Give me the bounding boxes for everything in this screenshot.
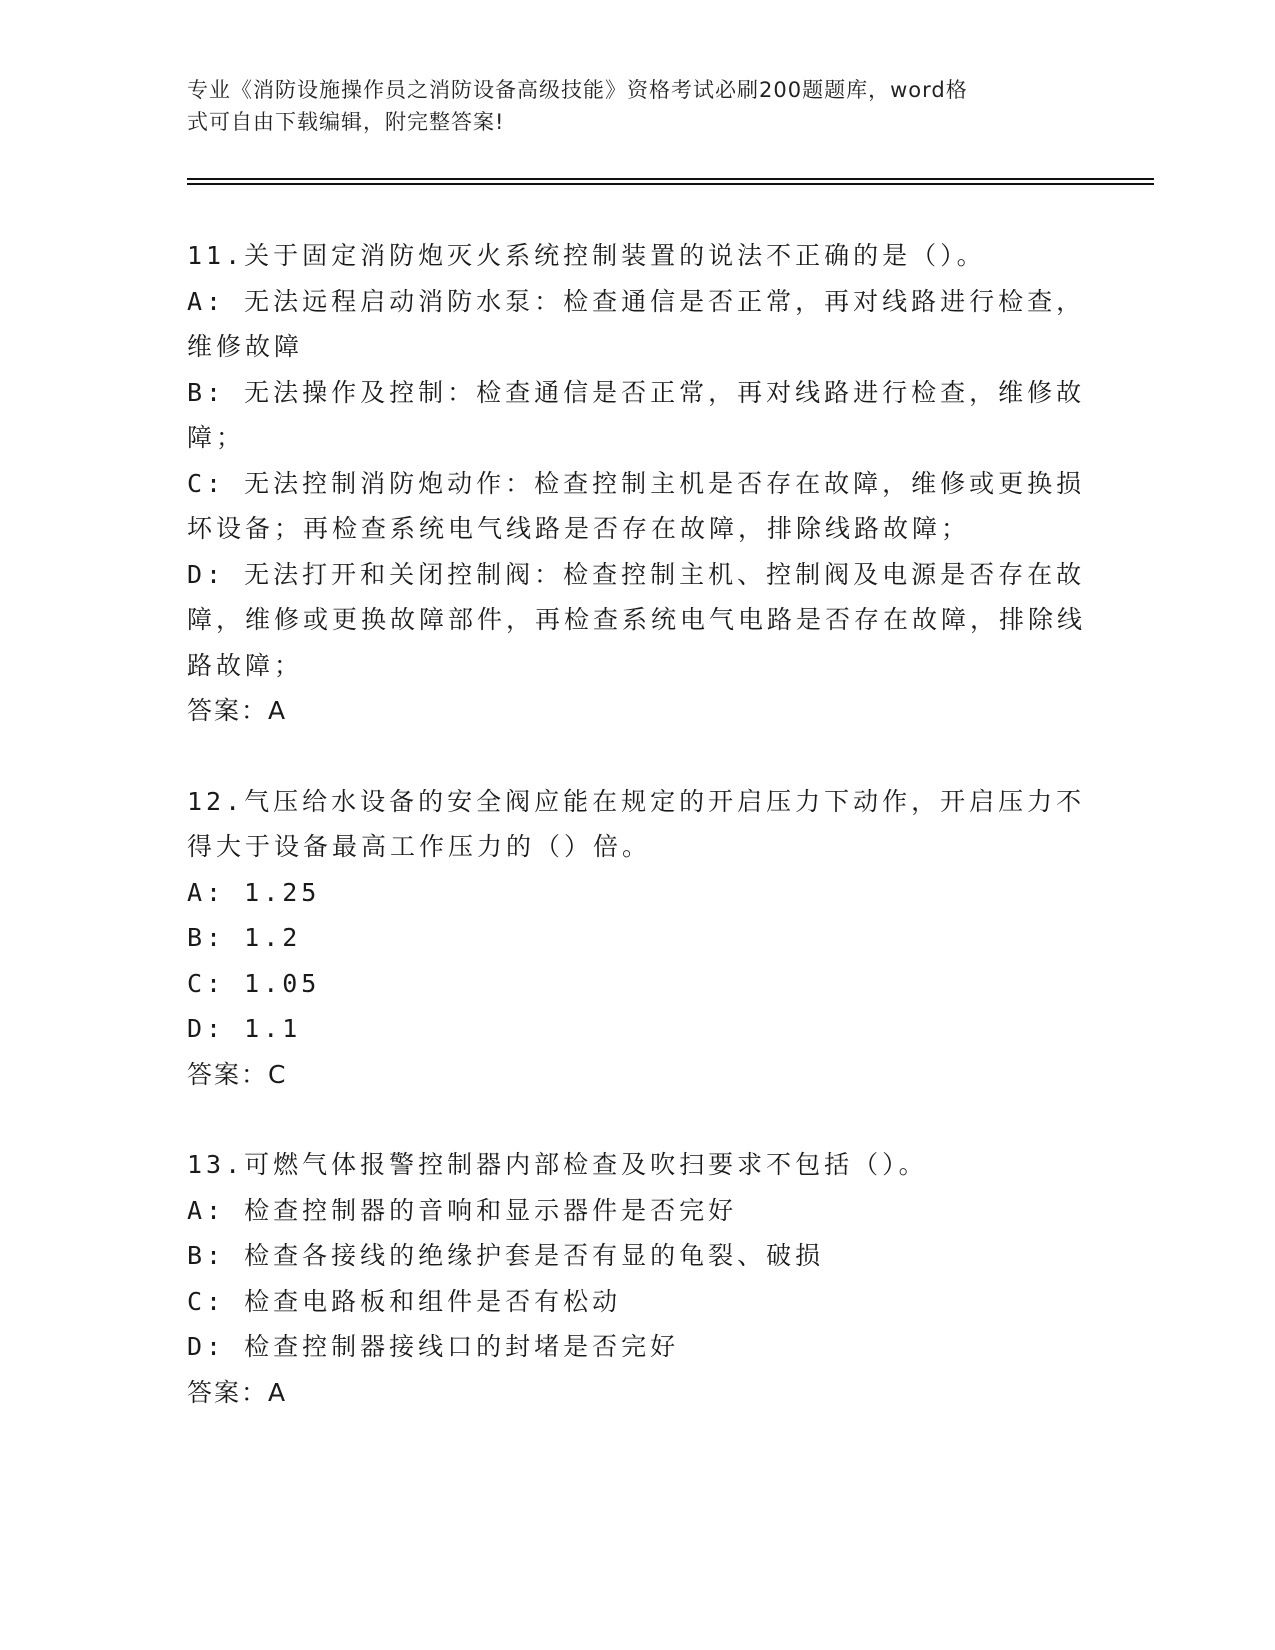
option-c: C: 无法控制消防炮动作：检查控制主机是否存在故障，维修或更换损坏设备；再检查系统电气线路是否存在故障，排除线路故障； [187,468,1086,543]
answer: 答案：C [187,1059,288,1089]
option-d: D: 无法打开和关闭控制阀：检查控制主机、控制阀及电源是否存在故障，维修或更换故障部件，再检查系统电气电路是否存在故障，排除线路故障； [187,559,1087,680]
question-list [187,233,1087,1415]
question-stem: 12.气压给水设备的安全阀应能在规定的开启压力下动作，开启压力不得大于设备最高工作压力的（）倍。 [187,786,1086,861]
question-spacer [187,734,1087,779]
option-a: A: 无法远程启动消防水泵：检查通信是否正常，再对线路进行检查，维修故障 [187,286,1086,361]
header-divider-top [187,178,1154,180]
option-d: D: 检查控制器接线口的封堵是否完好 [187,1332,680,1361]
answer: 答案：A [187,696,288,725]
option-a: A: 检查控制器的音响和显示器件是否完好 [187,1195,738,1225]
question-stem: 11.关于固定消防炮灭火系统控制装置的说法不正确的是（）。 [187,241,986,270]
option-d: D: 1.1 [187,1014,302,1043]
option-b: B: 无法操作及控制：检查通信是否正常，再对线路进行检查，维修故障； [187,377,1086,452]
question-stem: 13.可燃气体报警控制器内部检查及吹扫要求不包括（）。 [187,1150,928,1179]
option-c: C: 1.05 [187,968,321,998]
question-12 [187,779,1087,1098]
answer: 答案：A [187,1377,288,1407]
option-a: A: 1.25 [187,877,321,907]
header-divider-bottom [187,183,1154,185]
document-header [187,74,1067,138]
question-13 [187,1142,1087,1415]
option-c: C: 检查电路板和组件是否有松动 [187,1286,622,1316]
question-spacer [187,1097,1087,1142]
option-b: B: 1.2 [187,923,302,952]
question-11 [187,233,1087,734]
option-b: B: 检查各接线的绝缘护套是否有显的龟裂、破损 [187,1241,825,1270]
header-title-line-2: 式可自由下载编辑，附完整答案! [187,110,505,134]
header-title-line-1: 专业《消防设施操作员之消防设备高级技能》资格考试必刷200题题库，word格 [187,78,968,102]
